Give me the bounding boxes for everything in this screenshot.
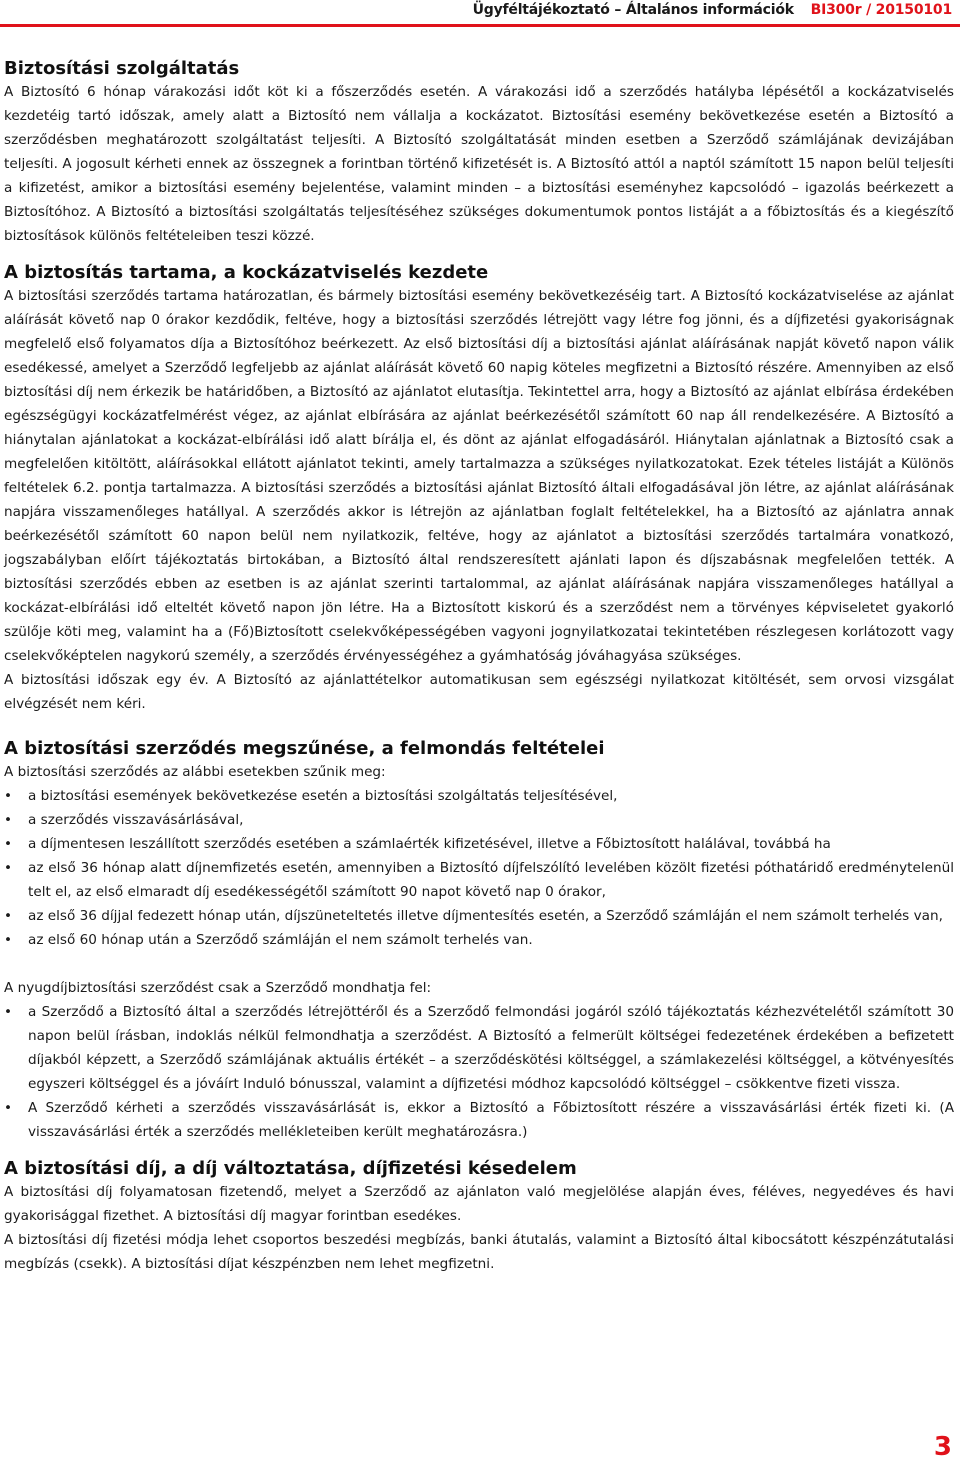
section-service xyxy=(4,58,954,248)
paragraph: A biztosítási díj fizetési módja lehet csoportos beszedési megbízás, banki átutalás, valamint a Biztosító által kibocsátott készpénzátutalási megbízás (csekk). A biztosítási díjat készpénzben nem lehet megfizetni. xyxy=(4,1232,954,1272)
list-item: • a Szerződő a Biztosító által a szerződés létrejöttéről és a Szerződő felmondási jogáról szóló tájékoztatás kézhezvételétől számított 30 napon belül írásban, indoklás nélkül felmondhatja a szerződést. A Biztosító a felmerült költségei fedezetének érdekében a befizetett díjakból képzett, a Szerződő számlájának aktuális értékét – a szerződéskötési költséggel, a számlakezelési költséggel, a kötvényesítés egyszeri költséggel és a jóváírt Induló bónusszal, valamint a díjfizetési módhoz kapcsolódó költséggel – csökkentve fizeti vissza. xyxy=(4,1000,954,1096)
header-divider xyxy=(0,24,960,27)
list-lead: A nyugdíjbiztosítási szerződést csak a Szerződő mondhatja fel: xyxy=(4,980,432,996)
section-premium xyxy=(4,1158,954,1276)
header-title: Ügyféltájékoztató – Általános információk xyxy=(472,2,794,18)
list-item: • a díjmentesen leszállított szerződés esetében a számlaérték kifizetésével, illetve a Főbiztosított halálával, továbbá ha xyxy=(4,832,954,856)
paragraph: A biztosítási díj folyamatosan fizetendő, melyet a Szerződő az ajánlaton való megjelölése alapján éves, féléves, negyedéves és havi gyakorisággal fizethet. A biztosítási díj magyar forintban esedékes. xyxy=(4,1184,954,1224)
section-heading: Biztosítási szolgáltatás xyxy=(4,58,240,79)
list-lead: A biztosítási szerződés az alábbi esetekben szűnik meg: xyxy=(4,764,386,780)
list-item: • az első 36 díjjal fedezett hónap után, díjszüneteltetés illetve díjmentesítés esetén, a Szerződő számláján el nem számolt terhelés van, xyxy=(4,904,954,928)
section-heading: A biztosítási díj, a díj változtatása, díjfizetési késedelem xyxy=(4,1158,577,1179)
section-heading: A biztosítási szerződés megszűnése, a felmondás feltételei xyxy=(4,738,605,759)
header-document-code: BI300r / 20150101 xyxy=(810,2,952,18)
section-termination xyxy=(4,738,954,1144)
page-number: 3 xyxy=(933,1432,952,1462)
spacer xyxy=(4,952,954,976)
list-item: • az első 60 hónap után a Szerződő számláján el nem számolt terhelés van. xyxy=(4,928,954,952)
page-header xyxy=(473,2,952,18)
list-item: • A Szerződő kérheti a szerződés visszavásárlását is, ekkor a Biztosító a Főbiztosított részére a visszavásárlási érték fizeti ki. (A visszavásárlási érték a szerződés mellékleteiben került meghatározásra.) xyxy=(4,1096,954,1144)
list-item: • a biztosítási események bekövetkezése esetén a biztosítási szolgáltatás teljesítésével, xyxy=(4,784,954,808)
cancellation-list xyxy=(4,1000,954,1144)
paragraph: A Biztosító 6 hónap várakozási időt köt ki a főszerződés esetén. A várakozási idő a szerződés hatályba lépésétől a kockázatviselés kezdetéig tartó időszak, amely alatt a Biztosító nem vállalja a kockázatot. Biztosítási esemény bekövetkezése esetén a Biztosító a szerződésben meghatározott szolgáltatást teljesíti. A Biztosító szolgáltatását minden esetben a Szerződő számlájának devizájában teljesíti. A jogosult kérheti ennek az összegnek a forintban történő kifizetését is. A Biztosító attól a naptól számított 15 napon belül teljesíti a kifizetést, amikor a biztosítási esemény bejelentése, valamint minden – a biztosítási eseményhez kapcsolódó – igazolás beérkezett a Biztosítóhoz. A Biztosító a biztosítási szolgáltatás teljesítéséhez szükséges dokumentumok pontos listáját a a főbiztosítás és a kiegészítő biztosítások különös feltételeiben teszi közzé. xyxy=(4,84,954,244)
section-heading: A biztosítás tartama, a kockázatviselés kezdete xyxy=(4,262,489,283)
termination-list xyxy=(4,784,954,952)
section-term xyxy=(4,262,954,716)
list-item: • az első 36 hónap alatt díjnemfizetés esetén, amennyiben a Biztosító díjfelszólító levelében közölt fizetési póthatáridő eredménytelenül telt el, az első elmaradt díj esedékességétől számított 90 napot követő nap 0 órakor, xyxy=(4,856,954,904)
list-item: • a szerződés visszavásárlásával, xyxy=(4,808,954,832)
document-body xyxy=(4,58,954,1276)
paragraph: A biztosítási időszak egy év. A Biztosító az ajánlattételkor automatikusan sem egészségi nyilatkozat kitöltését, sem orvosi vizsgálat elvégzését nem kéri. xyxy=(4,672,954,712)
paragraph: A biztosítási szerződés tartama határozatlan, és bármely biztosítási esemény bekövetkezéséig tart. A Biztosító kockázatviselése az ajánlat aláírását követő nap 0 órakor kezdődik, feltéve, hogy a biztosítási szerződés létrejött vagy létre fog jönni, és a díjfizetési gyakoriságnak megfelelő első folyamatos díja a Biztosítóhoz beérkezett. Az első biztosítási díj a biztosítási ajánlat aláírásának napját követő napon válik esedékessé, amelyet a Szerződő legfeljebb az ajánlat aláírását követő 60 napig köteles megfizetni a Biztosító részére. Amennyiben az első biztosítási díj nem érkezik be határidőben, a Biztosító az ajánlatot elutasítja. Tekintettel arra, hogy a Biztosító az ajánlat elbírása érdekében egészségügyi kockázatfelmérést végez, az ajánlat elbírására az ajánlat beérkezésétől számított 60 nap áll rendelkezésére. A Biztosító a hiánytalan ajánlatokat a kockázat-elbírálási idő alatt bírálja el, és dönt az ajánlat elfogadásáról. Hiánytalan ajánlatnak a Biztosító csak a megfelelően kitöltött, aláírásokkal ellátott ajánlatot tekinti, amely tartalmazza a szükséges nyilatkozatokat. Ezek tételes listáját a Különös feltételek 6.2. pontja tartalmazza. A biztosítási szerződés a biztosítási ajánlat Biztosító általi elfogadásával jön létre, az ajánlat aláírásának napjára visszamenőleges hatállyal. A szerződés akkor is létrejön az ajánlatban foglalt feltételekkel, ha a Biztosító az ajánlatra annak beérkezésétől számított 60 napon belül nem nyilatkozik, feltéve, hogy az ajánlatot a biztosítási szerződés tartalmára vonatkozó, jogszabályban előírt tájékoztatás birtokában, a Biztosító által rendszeresített ajánlati lapon és díjszabásnak megfelelően tették. A biztosítási szerződés ebben az esetben is az ajánlat szerinti tartalommal, az ajánlat aláírásának napjára visszamenőleges hatállyal a kockázat-elbírálási idő elteltét követő napon jön létre. Ha a Biztosított kiskorú és a szerződést nem a törvényes képviseletet gyakorló szülője köti meg, valamint ha a (Fő)Biztosított cselekvőképességében vagyoni jognyilatkozatai tekintetében részlegesen korlátozott vagy cselekvőképtelen nagykorú személy, a szerződés érvényességéhez a gyámhatóság jóváhagyása szükséges. xyxy=(4,288,955,664)
